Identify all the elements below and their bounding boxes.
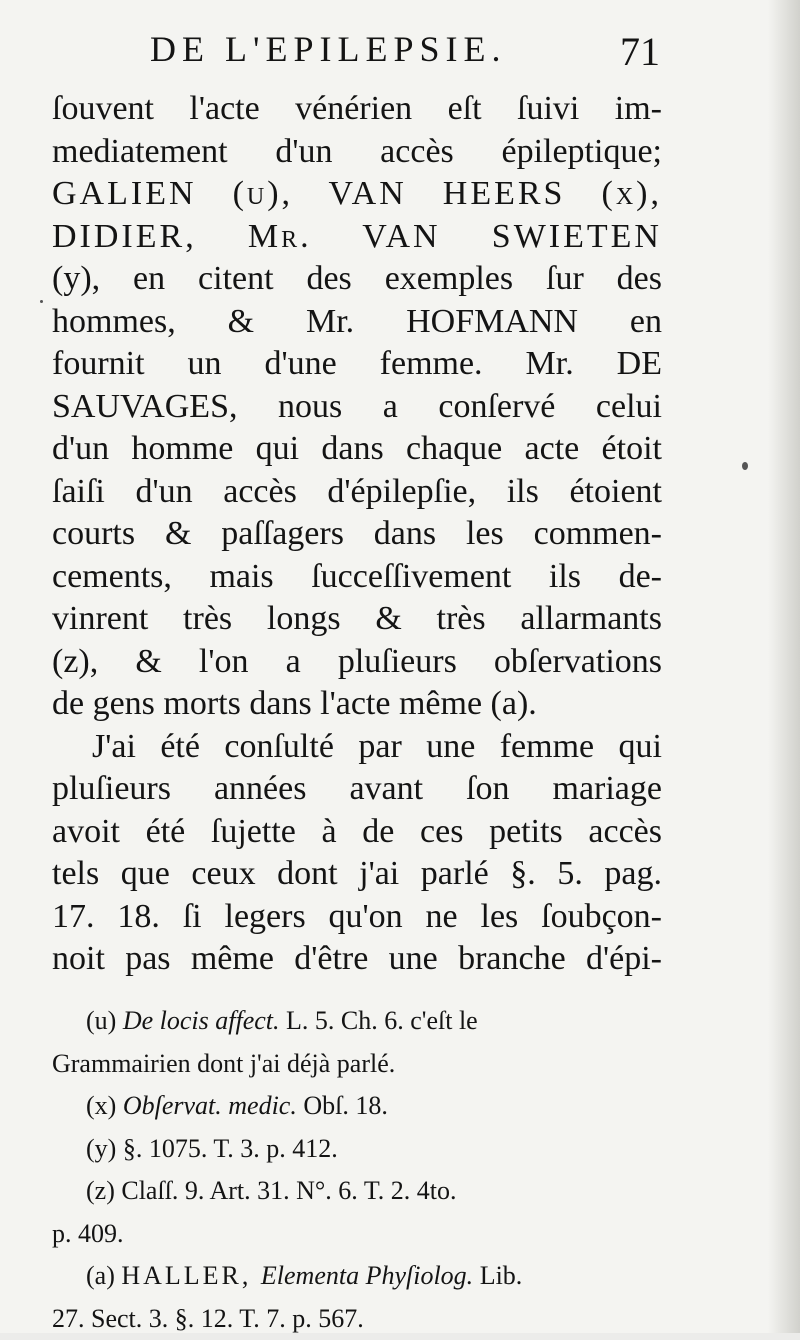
page-edge-shadow <box>768 0 800 1333</box>
text-line: mediatement d'un accès épileptique; <box>52 131 662 174</box>
text-line: ſaiſi d'un accès d'épilepſie, ils étoient <box>52 471 662 514</box>
running-head-title: DE L'EPILEPSIE. <box>150 28 506 70</box>
text-line: SAUVAGES, nous a conſervé celui <box>52 386 662 429</box>
text-line: GALIEN (u), VAN HEERS (x), <box>52 173 662 216</box>
text-line: cements, mais ſucceſſivement ils de- <box>52 556 662 599</box>
text-line: avoit été ſujette à de ces petits accès <box>52 811 662 854</box>
footnote-italic: Obſervat. medic. <box>123 1091 297 1120</box>
footnote-text: 27. Sect. 3. §. 12. T. 7. p. 567. <box>52 1304 364 1333</box>
page-number: 71 <box>620 28 660 75</box>
text-line: hommes, & Mr. HOFMANN en <box>52 301 662 344</box>
text-line: (z), & l'on a pluſieurs obſervations <box>52 641 662 684</box>
footnote-line <box>52 1128 664 1171</box>
text-line: fournit un d'une femme. Mr. DE <box>52 343 662 386</box>
footnote-line <box>52 1170 664 1213</box>
running-head <box>150 22 660 72</box>
footnote-text: §. 1075. T. 3. p. 412. <box>123 1134 338 1163</box>
ink-speck <box>742 462 748 470</box>
ink-speck <box>40 300 43 303</box>
footnote-mark: (y) <box>86 1134 116 1163</box>
footnote-line <box>52 1000 664 1043</box>
body-text <box>52 88 662 981</box>
text-line: ſouvent l'acte vénérien eſt ſuivi im- <box>52 88 662 131</box>
footnote-mark: (a) <box>86 1261 115 1290</box>
footnote-line <box>52 1043 664 1086</box>
footnote-line <box>52 1298 664 1340</box>
text-line: DIDIER, Mr. VAN SWIETEN <box>52 216 662 259</box>
text-line: noit pas même d'être une branche d'épi- <box>52 938 662 981</box>
footnote-author: HALLER, <box>121 1261 261 1290</box>
text-line: de gens morts dans l'acte même (a). <box>52 683 662 726</box>
footnote-italic: De locis affect. <box>123 1006 280 1035</box>
footnote-text: Obſ. 18. <box>297 1091 388 1120</box>
footnote-italic: Elementa Phyſiolog. <box>261 1261 473 1290</box>
footnote-mark: (x) <box>86 1091 116 1120</box>
footnotes <box>52 1000 664 1340</box>
text-line: J'ai été conſulté par une femme qui <box>52 726 662 769</box>
footnote-text: Grammairien dont j'ai déjà parlé. <box>52 1049 395 1078</box>
footnote-text: p. 409. <box>52 1219 124 1248</box>
footnote-text: Lib. <box>473 1261 522 1290</box>
text-line: vinrent très longs & très allarmants <box>52 598 662 641</box>
footnote-line <box>52 1085 664 1128</box>
text-line: 17. 18. ſi legers qu'on ne les ſoubçon- <box>52 896 662 939</box>
text-line: d'un homme qui dans chaque acte étoit <box>52 428 662 471</box>
text-line: pluſieurs années avant ſon mariage <box>52 768 662 811</box>
footnote-text: L. 5. Ch. 6. c'eſt le <box>280 1006 478 1035</box>
text-line: tels que ceux dont j'ai parlé §. 5. pag. <box>52 853 662 896</box>
footnote-mark: (u) <box>86 1006 116 1035</box>
footnote-line <box>52 1213 664 1256</box>
footnote-line <box>52 1255 664 1298</box>
text-line: (y), en citent des exemples ſur des <box>52 258 662 301</box>
text-line: courts & paſſagers dans les commen- <box>52 513 662 556</box>
footnote-text: Claſſ. 9. Art. 31. N°. 6. T. 2. 4to. <box>121 1176 456 1205</box>
footnote-mark: (z) <box>86 1176 115 1205</box>
